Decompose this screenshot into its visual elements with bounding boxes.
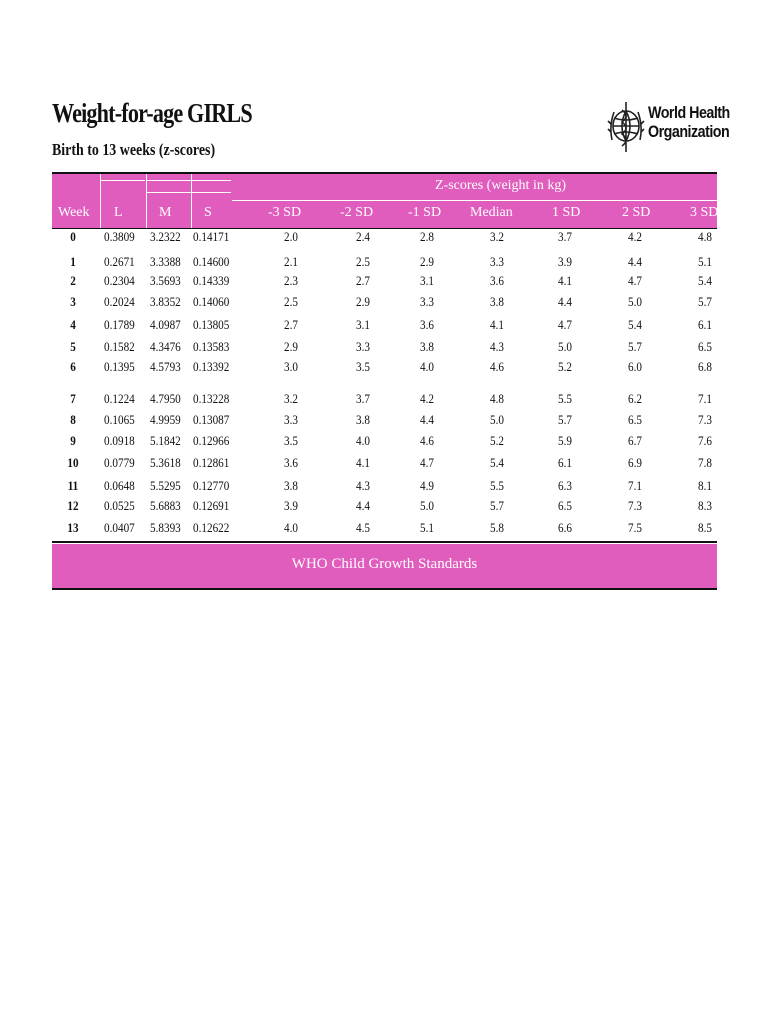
cell-s: 0.12770 bbox=[193, 478, 230, 493]
table-row bbox=[52, 391, 717, 409]
cell-m: 3.8352 bbox=[150, 294, 181, 309]
cell-l: 0.2024 bbox=[104, 294, 135, 309]
cell-zscore: 3.0 bbox=[284, 359, 298, 374]
cell-s: 0.14600 bbox=[193, 254, 230, 269]
cell-zscore: 4.6 bbox=[490, 359, 504, 374]
cell-zscore: 6.8 bbox=[698, 359, 712, 374]
cell-zscore: 3.3 bbox=[420, 294, 434, 309]
col-minus1sd: -1 SD bbox=[408, 205, 442, 220]
cell-zscore: 3.3 bbox=[284, 412, 298, 427]
cell-zscore: 4.7 bbox=[628, 273, 642, 288]
header-rule bbox=[191, 192, 231, 193]
cell-l: 0.1224 bbox=[104, 391, 135, 406]
cell-zscore: 4.0 bbox=[284, 520, 298, 535]
cell-zscore: 4.2 bbox=[628, 229, 642, 244]
table-row bbox=[52, 294, 717, 312]
cell-m: 5.6883 bbox=[150, 498, 181, 513]
cell-zscore: 3.3 bbox=[356, 339, 370, 354]
cell-l: 0.0648 bbox=[104, 478, 135, 493]
cell-zscore: 3.6 bbox=[284, 455, 298, 470]
header-rule bbox=[191, 180, 231, 181]
cell-zscore: 3.6 bbox=[420, 317, 434, 332]
cell-l: 0.2304 bbox=[104, 273, 135, 288]
table-row bbox=[52, 254, 717, 272]
cell-week: 3 bbox=[70, 294, 76, 309]
cell-zscore: 7.3 bbox=[628, 498, 642, 513]
cell-zscore: 2.9 bbox=[356, 294, 370, 309]
cell-zscore: 3.7 bbox=[558, 229, 572, 244]
cell-zscore: 6.7 bbox=[628, 433, 642, 448]
table-row bbox=[52, 433, 717, 451]
cell-zscore: 2.5 bbox=[356, 254, 370, 269]
cell-zscore: 2.9 bbox=[284, 339, 298, 354]
cell-l: 0.1065 bbox=[104, 412, 135, 427]
cell-week: 10 bbox=[67, 455, 79, 470]
col-m: M bbox=[159, 205, 172, 220]
cell-l: 0.1789 bbox=[104, 317, 135, 332]
page-subtitle: Birth to 13 weeks (z-scores) bbox=[52, 140, 216, 159]
table-row bbox=[52, 317, 717, 335]
cell-week: 6 bbox=[70, 359, 76, 374]
cell-zscore: 2.7 bbox=[284, 317, 298, 332]
cell-m: 3.2322 bbox=[150, 229, 181, 244]
cell-zscore: 3.8 bbox=[490, 294, 504, 309]
cell-zscore: 4.8 bbox=[490, 391, 504, 406]
zscore-underline bbox=[232, 200, 717, 201]
cell-zscore: 3.2 bbox=[284, 391, 298, 406]
col-2sd: 2 SD bbox=[622, 205, 651, 220]
cell-zscore: 3.8 bbox=[356, 412, 370, 427]
col-median: Median bbox=[470, 205, 513, 220]
cell-zscore: 3.9 bbox=[284, 498, 298, 513]
cell-m: 3.3388 bbox=[150, 254, 181, 269]
who-line-1: World Health bbox=[648, 103, 730, 122]
cell-zscore: 2.8 bbox=[420, 229, 434, 244]
cell-zscore: 7.8 bbox=[698, 455, 712, 470]
cell-l: 0.0918 bbox=[104, 433, 135, 448]
cell-s: 0.13392 bbox=[193, 359, 230, 374]
cell-l: 0.2671 bbox=[104, 254, 135, 269]
cell-zscore: 6.6 bbox=[558, 520, 572, 535]
table-row bbox=[52, 229, 717, 247]
cell-zscore: 4.0 bbox=[420, 359, 434, 374]
cell-zscore: 5.4 bbox=[628, 317, 642, 332]
cell-week: 9 bbox=[70, 433, 76, 448]
cell-l: 0.3809 bbox=[104, 229, 135, 244]
cell-zscore: 5.0 bbox=[490, 412, 504, 427]
col-week: Week bbox=[58, 205, 90, 220]
cell-zscore: 6.3 bbox=[558, 478, 572, 493]
cell-zscore: 5.0 bbox=[558, 339, 572, 354]
cell-l: 0.0407 bbox=[104, 520, 135, 535]
cell-week: 1 bbox=[70, 254, 76, 269]
col-minus3sd: -3 SD bbox=[268, 205, 302, 220]
cell-zscore: 4.3 bbox=[490, 339, 504, 354]
col-minus2sd: -2 SD bbox=[340, 205, 374, 220]
cell-zscore: 5.8 bbox=[490, 520, 504, 535]
who-wordmark bbox=[648, 103, 730, 141]
cell-zscore: 6.2 bbox=[628, 391, 642, 406]
who-logo bbox=[606, 96, 730, 158]
cell-zscore: 8.5 bbox=[698, 520, 712, 535]
cell-m: 4.9959 bbox=[150, 412, 181, 427]
cell-zscore: 2.9 bbox=[420, 254, 434, 269]
zscores-title: Z-scores (weight in kg) bbox=[434, 178, 567, 193]
cell-week: 13 bbox=[67, 520, 79, 535]
footer-bottom-rule bbox=[52, 588, 717, 590]
table-row bbox=[52, 455, 717, 473]
cell-zscore: 5.4 bbox=[490, 455, 504, 470]
header-rule bbox=[146, 192, 191, 193]
weight-for-age-table bbox=[52, 172, 717, 590]
cell-zscore: 4.3 bbox=[356, 478, 370, 493]
cell-s: 0.14339 bbox=[193, 273, 230, 288]
cell-zscore: 6.5 bbox=[628, 412, 642, 427]
cell-zscore: 5.1 bbox=[698, 254, 712, 269]
footer-band bbox=[52, 544, 717, 588]
cell-zscore: 4.7 bbox=[420, 455, 434, 470]
cell-l: 0.0525 bbox=[104, 498, 135, 513]
header-rule bbox=[146, 180, 191, 181]
cell-zscore: 4.4 bbox=[628, 254, 642, 269]
col-3sd: 3 SD bbox=[690, 205, 719, 220]
cell-week: 0 bbox=[70, 229, 76, 244]
table-row bbox=[52, 339, 717, 357]
table-bottom-rule bbox=[52, 541, 717, 543]
cell-zscore: 4.4 bbox=[420, 412, 434, 427]
cell-zscore: 3.5 bbox=[284, 433, 298, 448]
cell-zscore: 6.1 bbox=[698, 317, 712, 332]
cell-m: 4.3476 bbox=[150, 339, 181, 354]
cell-zscore: 8.1 bbox=[698, 478, 712, 493]
cell-zscore: 4.7 bbox=[558, 317, 572, 332]
cell-l: 0.0779 bbox=[104, 455, 135, 470]
cell-m: 3.5693 bbox=[150, 273, 181, 288]
table-top-rule bbox=[52, 172, 717, 174]
who-emblem-icon bbox=[606, 96, 646, 158]
cell-zscore: 4.8 bbox=[698, 229, 712, 244]
footer-label: WHO Child Growth Standards bbox=[291, 556, 478, 572]
cell-s: 0.13087 bbox=[193, 412, 230, 427]
cell-zscore: 4.6 bbox=[420, 433, 434, 448]
table-row bbox=[52, 520, 717, 538]
cell-l: 0.1582 bbox=[104, 339, 135, 354]
cell-week: 5 bbox=[70, 339, 76, 354]
cell-zscore: 6.5 bbox=[698, 339, 712, 354]
cell-zscore: 4.1 bbox=[490, 317, 504, 332]
cell-zscore: 3.9 bbox=[558, 254, 572, 269]
cell-week: 4 bbox=[70, 317, 76, 332]
cell-zscore: 2.3 bbox=[284, 273, 298, 288]
cell-zscore: 2.1 bbox=[284, 254, 298, 269]
cell-s: 0.13805 bbox=[193, 317, 230, 332]
cell-zscore: 3.8 bbox=[284, 478, 298, 493]
table-row bbox=[52, 359, 717, 377]
cell-s: 0.12966 bbox=[193, 433, 230, 448]
col-s: S bbox=[204, 205, 212, 220]
cell-zscore: 4.1 bbox=[558, 273, 572, 288]
cell-zscore: 5.7 bbox=[698, 294, 712, 309]
cell-zscore: 3.3 bbox=[490, 254, 504, 269]
cell-week: 8 bbox=[70, 412, 76, 427]
cell-zscore: 2.5 bbox=[284, 294, 298, 309]
cell-s: 0.12691 bbox=[193, 498, 230, 513]
cell-week: 7 bbox=[70, 391, 76, 406]
table-row bbox=[52, 478, 717, 496]
cell-zscore: 3.1 bbox=[420, 273, 434, 288]
cell-zscore: 6.1 bbox=[558, 455, 572, 470]
cell-zscore: 5.7 bbox=[490, 498, 504, 513]
cell-zscore: 5.4 bbox=[698, 273, 712, 288]
cell-s: 0.12861 bbox=[193, 455, 230, 470]
cell-zscore: 3.6 bbox=[490, 273, 504, 288]
cell-zscore: 5.1 bbox=[420, 520, 434, 535]
cell-zscore: 3.7 bbox=[356, 391, 370, 406]
cell-zscore: 8.3 bbox=[698, 498, 712, 513]
cell-zscore: 4.4 bbox=[356, 498, 370, 513]
cell-week: 12 bbox=[67, 498, 79, 513]
cell-zscore: 7.3 bbox=[698, 412, 712, 427]
cell-zscore: 5.2 bbox=[490, 433, 504, 448]
cell-zscore: 2.0 bbox=[284, 229, 298, 244]
cell-zscore: 3.2 bbox=[490, 229, 504, 244]
cell-zscore: 7.6 bbox=[698, 433, 712, 448]
cell-m: 5.8393 bbox=[150, 520, 181, 535]
page-title: Weight-for-age GIRLS bbox=[52, 98, 252, 128]
cell-zscore: 6.9 bbox=[628, 455, 642, 470]
table-row bbox=[52, 412, 717, 430]
cell-zscore: 5.5 bbox=[490, 478, 504, 493]
cell-m: 4.7950 bbox=[150, 391, 181, 406]
cell-l: 0.1395 bbox=[104, 359, 135, 374]
cell-zscore: 5.0 bbox=[628, 294, 642, 309]
table-row bbox=[52, 498, 717, 516]
cell-zscore: 2.7 bbox=[356, 273, 370, 288]
cell-zscore: 3.8 bbox=[420, 339, 434, 354]
cell-zscore: 7.1 bbox=[628, 478, 642, 493]
col-1sd: 1 SD bbox=[552, 205, 581, 220]
cell-zscore: 6.5 bbox=[558, 498, 572, 513]
cell-m: 5.5295 bbox=[150, 478, 181, 493]
cell-m: 4.5793 bbox=[150, 359, 181, 374]
cell-s: 0.14171 bbox=[193, 229, 230, 244]
cell-s: 0.12622 bbox=[193, 520, 230, 535]
cell-zscore: 5.2 bbox=[558, 359, 572, 374]
cell-zscore: 5.9 bbox=[558, 433, 572, 448]
col-l: L bbox=[114, 205, 123, 220]
cell-zscore: 5.7 bbox=[558, 412, 572, 427]
cell-zscore: 3.1 bbox=[356, 317, 370, 332]
cell-zscore: 6.0 bbox=[628, 359, 642, 374]
cell-s: 0.14060 bbox=[193, 294, 230, 309]
cell-zscore: 4.4 bbox=[558, 294, 572, 309]
cell-m: 4.0987 bbox=[150, 317, 181, 332]
header-rule bbox=[100, 180, 145, 181]
cell-zscore: 7.5 bbox=[628, 520, 642, 535]
cell-zscore: 4.2 bbox=[420, 391, 434, 406]
cell-s: 0.13583 bbox=[193, 339, 230, 354]
cell-zscore: 5.7 bbox=[628, 339, 642, 354]
cell-zscore: 4.1 bbox=[356, 455, 370, 470]
cell-zscore: 3.5 bbox=[356, 359, 370, 374]
cell-zscore: 4.0 bbox=[356, 433, 370, 448]
cell-zscore: 2.4 bbox=[356, 229, 370, 244]
cell-zscore: 5.0 bbox=[420, 498, 434, 513]
who-line-2: Organization bbox=[648, 122, 730, 141]
cell-zscore: 4.9 bbox=[420, 478, 434, 493]
cell-zscore: 5.5 bbox=[558, 391, 572, 406]
cell-zscore: 7.1 bbox=[698, 391, 712, 406]
table-row bbox=[52, 273, 717, 291]
cell-zscore: 4.5 bbox=[356, 520, 370, 535]
cell-m: 5.1842 bbox=[150, 433, 181, 448]
cell-m: 5.3618 bbox=[150, 455, 181, 470]
cell-week: 11 bbox=[67, 478, 79, 493]
cell-week: 2 bbox=[70, 273, 76, 288]
cell-s: 0.13228 bbox=[193, 391, 230, 406]
